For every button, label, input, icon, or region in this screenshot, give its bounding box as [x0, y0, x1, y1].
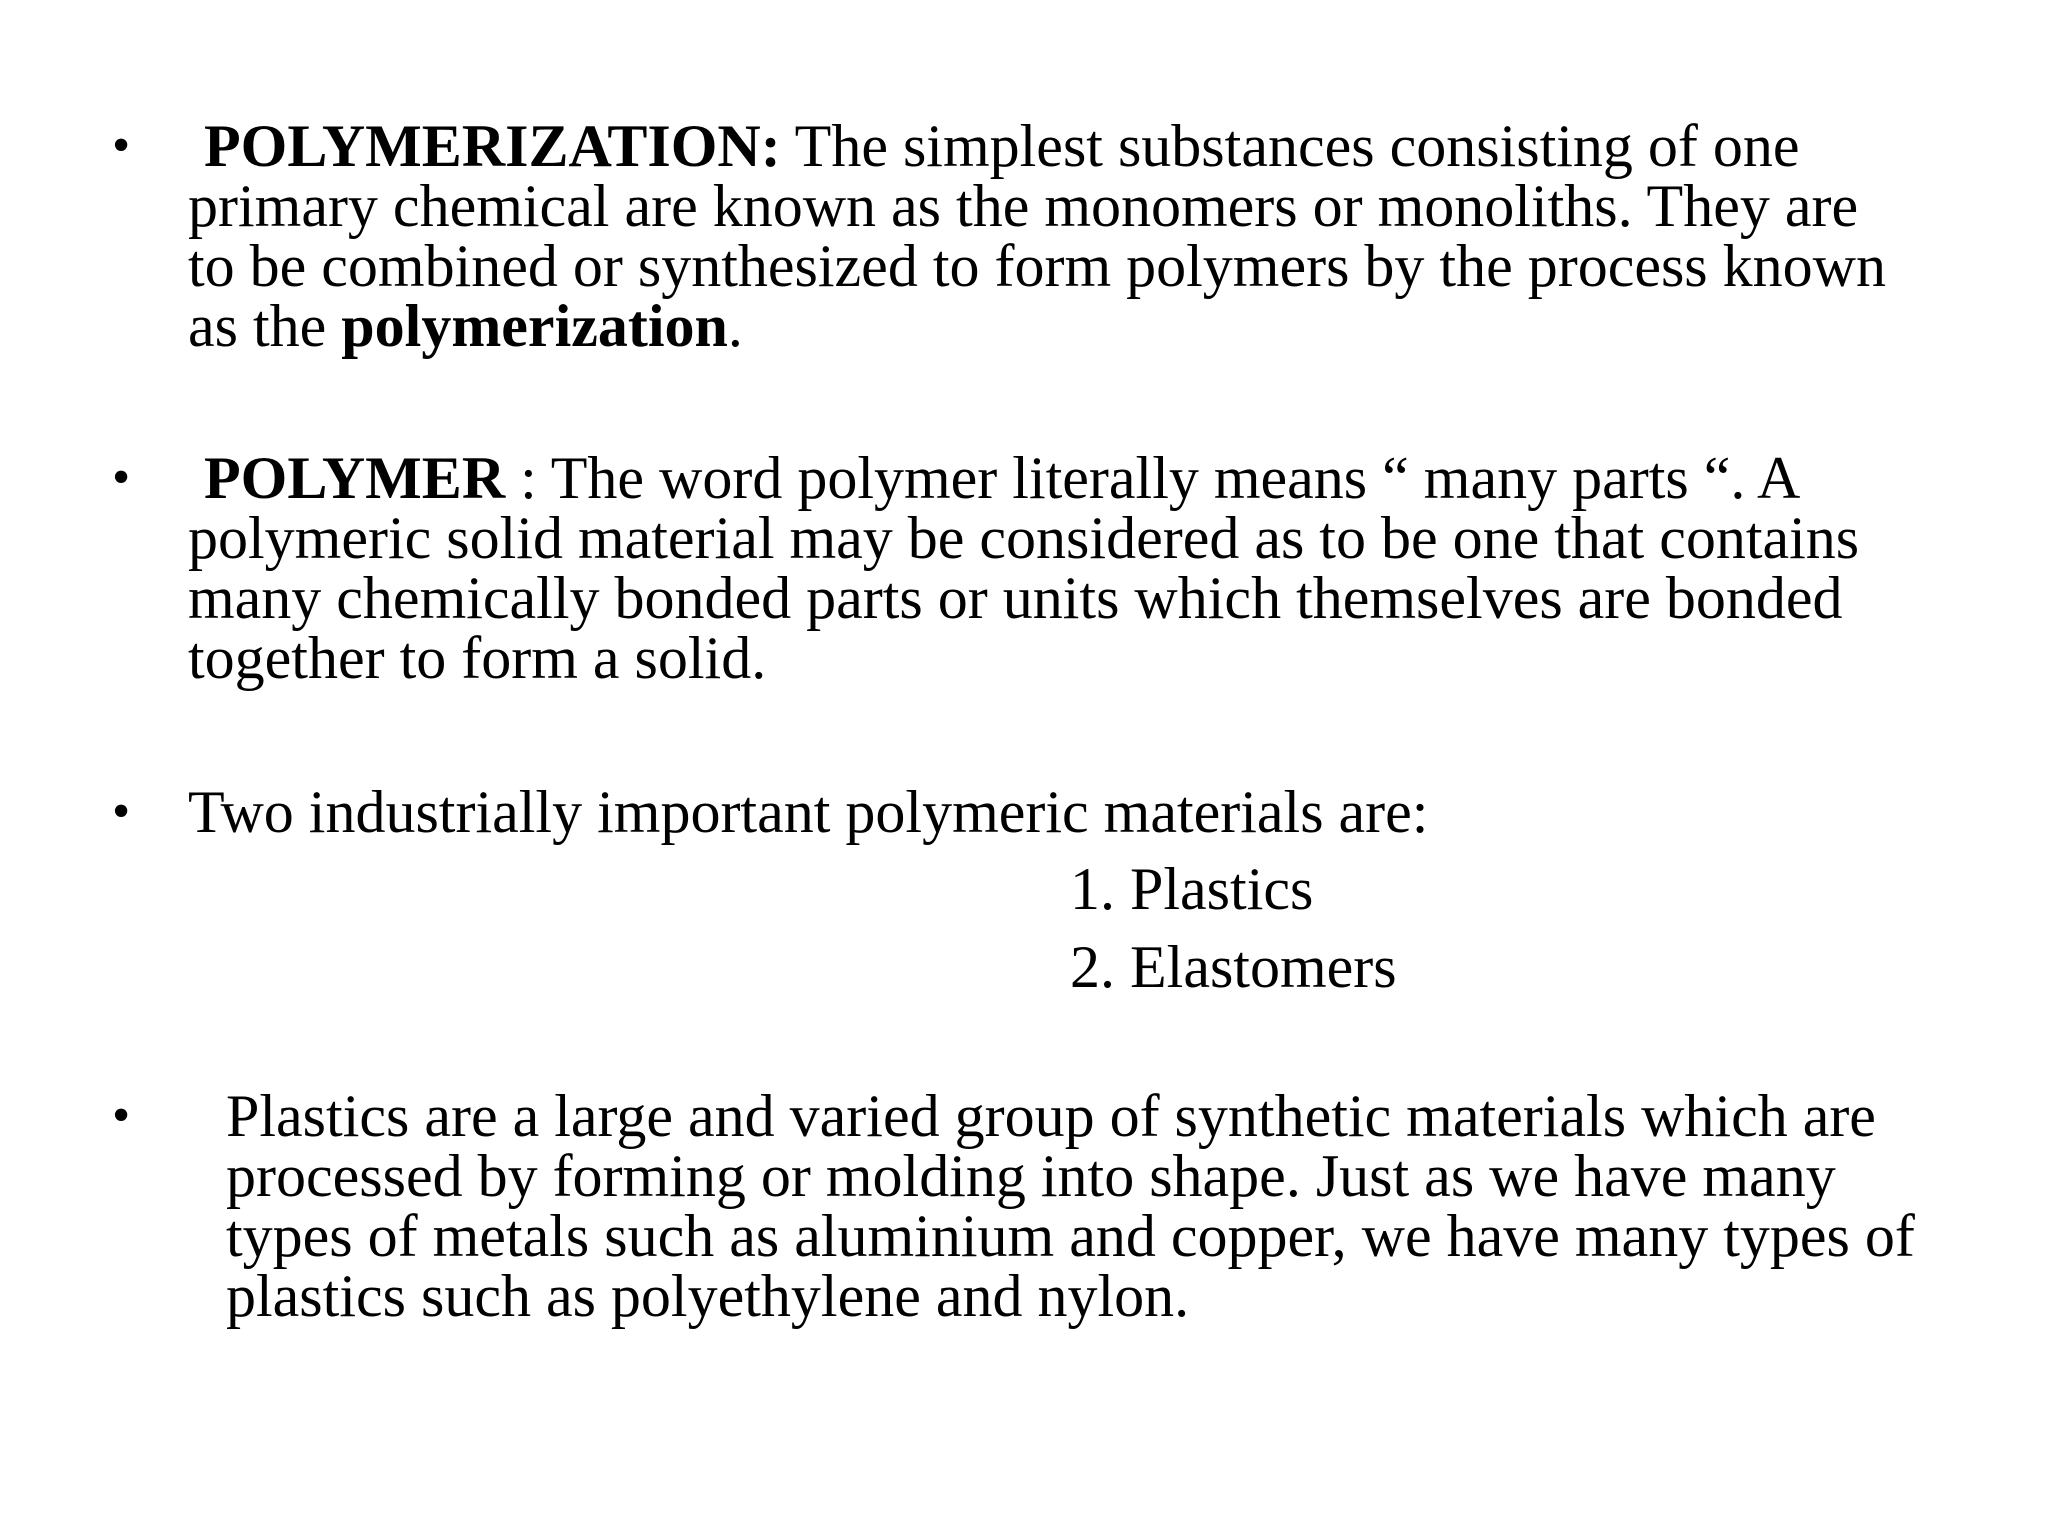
materials-list	[1070, 850, 1397, 1006]
bullet-marker: •	[112, 1087, 131, 1144]
bullet-marker: •	[112, 783, 131, 840]
materials-intro: Two industrially important polymeric materials are:	[188, 779, 1429, 845]
definition-polymerization	[188, 113, 1908, 359]
list-item: 1. Plastics	[1070, 856, 1314, 922]
term-polymerization: POLYMERIZATION:	[204, 113, 781, 179]
list-item: 2. Elastomers	[1070, 934, 1397, 1000]
definition-text: : The word polymer literally means “ many parts “. A polymeric solid material may be considered as to be one that contains many chemically bonded parts or units which themselves are bonded together to form a solid.	[188, 445, 1860, 691]
definition-text-end: .	[727, 293, 743, 359]
definition-text: The simplest substances consisting of one primary chemical are known as the monomers or monoliths. They are to be combined or synthesized to form polymers by the process known as the	[188, 113, 1886, 359]
definition-polymer	[188, 445, 1908, 691]
bullet-marker: •	[112, 449, 131, 506]
bold-term: polymerization	[341, 293, 728, 359]
term-polymer: POLYMER	[204, 445, 506, 511]
plastics-description: Plastics are a large and varied group of synthetic materials which are processed by forming or molding into shape. Just as we have many types of metals such as aluminium and copper, we have many types of plastics such as polyethylene and nylon.	[226, 1083, 1915, 1329]
bullet-marker: •	[112, 117, 131, 174]
